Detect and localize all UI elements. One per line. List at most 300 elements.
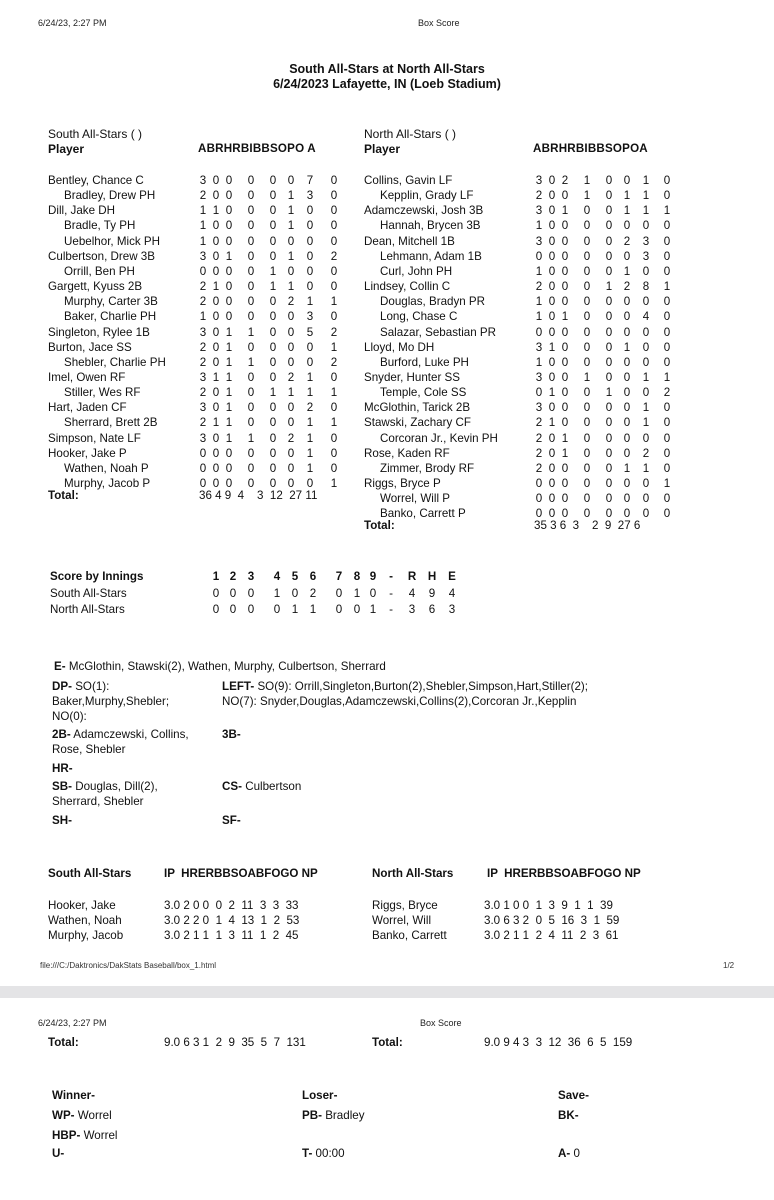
- stat-rbi: 0: [583, 492, 591, 506]
- innings-value: 0: [353, 603, 361, 616]
- stat-bb: 1: [269, 280, 277, 294]
- box-score-page-2: [0, 998, 774, 1200]
- stat-h: 0: [225, 295, 233, 309]
- stat-po: 1: [306, 431, 314, 445]
- stat-bb: 0: [269, 416, 277, 430]
- stat-a: 0: [330, 280, 338, 294]
- stat-po: 1: [642, 461, 650, 475]
- stat-po: 0: [306, 264, 314, 278]
- north-batting-row: [364, 462, 684, 477]
- innings-col-header: 4: [273, 570, 281, 583]
- stat-a: 0: [330, 234, 338, 248]
- north-pitcher-name: Banko, Carrett: [372, 929, 447, 942]
- stat-ab: 0: [199, 477, 207, 490]
- north-batting-row: [364, 386, 684, 401]
- stat-r: 0: [212, 189, 220, 203]
- south-batting-row: [48, 219, 368, 234]
- stat-ab: 2: [535, 416, 543, 430]
- caught-stealing-line: CS- Culbertson: [222, 780, 302, 793]
- stat-po: 0: [642, 477, 650, 490]
- stat-bb: 0: [269, 189, 277, 203]
- stat-a: 0: [330, 219, 338, 233]
- stat-h: 0: [225, 204, 233, 218]
- stat-a: 1: [663, 370, 671, 384]
- hit-by-pitch-line: HBP- Worrel: [52, 1129, 118, 1142]
- north-total-label: Total:: [364, 519, 395, 532]
- stat-r: 0: [212, 340, 220, 354]
- south-batting-row: [48, 235, 368, 250]
- stat-h: 1: [225, 431, 233, 445]
- stat-so: 1: [287, 219, 295, 233]
- stat-rbi: 0: [247, 477, 255, 490]
- stat-ab: 2: [199, 189, 207, 203]
- stat-ab: 0: [535, 325, 543, 339]
- stat-h: 0: [225, 310, 233, 324]
- stat-h: 0: [561, 416, 569, 430]
- player-name: Baker, Charlie PH: [64, 310, 157, 324]
- player-name: Hooker, Jake P: [48, 446, 127, 460]
- stat-ab: 3: [535, 234, 543, 248]
- stat-a: 0: [663, 264, 671, 278]
- innings-value: 0: [247, 587, 255, 600]
- stat-r: 0: [212, 219, 220, 233]
- stat-po: 0: [306, 234, 314, 248]
- stat-h: 0: [561, 507, 569, 521]
- stat-bb: 0: [605, 416, 613, 430]
- stat-r: 0: [212, 446, 220, 460]
- stat-r: 1: [212, 416, 220, 430]
- stat-r: 0: [548, 204, 556, 218]
- player-name: Culbertson, Drew 3B: [48, 249, 155, 263]
- dp-line1: DP- SO(1):: [52, 680, 110, 693]
- stat-ab: 1: [535, 264, 543, 278]
- stat-so: 0: [623, 507, 631, 521]
- stat-so: 0: [287, 446, 295, 460]
- player-name: Douglas, Bradyn PR: [380, 295, 486, 309]
- stat-so: 0: [623, 492, 631, 506]
- south-batting-row: [48, 326, 368, 341]
- player-name: Lindsey, Collin C: [364, 280, 451, 294]
- innings-value: 0: [247, 603, 255, 616]
- stat-h: 1: [561, 204, 569, 218]
- innings-value: 0: [273, 603, 281, 616]
- page-number: 1/2: [723, 961, 735, 970]
- stat-rbi: 0: [247, 249, 255, 263]
- stat-po: 0: [306, 219, 314, 233]
- stat-rbi: 1: [247, 355, 255, 369]
- innings-value: 4: [448, 587, 456, 600]
- stat-so: 0: [287, 174, 295, 187]
- stat-ab: 0: [535, 386, 543, 400]
- player-name: Bentley, Chance C: [48, 174, 144, 187]
- stat-po: 1: [306, 295, 314, 309]
- stat-h: 0: [225, 477, 233, 490]
- north-batting-row: [364, 189, 684, 204]
- player-name: Murphy, Jacob P: [64, 477, 151, 490]
- player-name: Shebler, Charlie PH: [64, 355, 166, 369]
- stat-so: 1: [623, 264, 631, 278]
- stat-a: 1: [330, 295, 338, 309]
- stat-so: 1: [287, 204, 295, 218]
- player-name: Salazar, Sebastian PR: [380, 325, 497, 339]
- north-batting-row: [364, 280, 684, 295]
- stat-r: 0: [212, 431, 220, 445]
- stat-rbi: 0: [247, 174, 255, 187]
- north-team-label: North All-Stars ( ): [364, 127, 457, 141]
- north-pitching-total-label: Total:: [372, 1036, 403, 1049]
- stat-r: 0: [548, 310, 556, 324]
- stat-h: 1: [225, 249, 233, 263]
- stat-h: 0: [225, 446, 233, 460]
- stat-ab: 2: [199, 355, 207, 369]
- south-pitching-team: South All-Stars: [48, 867, 132, 880]
- stat-po: 1: [306, 461, 314, 475]
- stat-ab: 1: [535, 219, 543, 233]
- stat-h: 0: [561, 370, 569, 384]
- stat-bb: 1: [605, 386, 613, 400]
- player-name: Sherrard, Brett 2B: [64, 416, 158, 430]
- player-name: Wathen, Noah P: [64, 461, 149, 475]
- stat-a: 0: [663, 416, 671, 430]
- stat-so: 0: [287, 325, 295, 339]
- stat-so: 0: [623, 295, 631, 309]
- stat-a: 0: [663, 340, 671, 354]
- stat-po: 0: [306, 204, 314, 218]
- stat-po: 0: [642, 340, 650, 354]
- stat-po: 0: [642, 295, 650, 309]
- stat-a: 0: [330, 189, 338, 203]
- stat-po: 0: [306, 477, 314, 490]
- stat-rbi: 0: [583, 355, 591, 369]
- player-name: Bradle, Ty PH: [64, 219, 136, 233]
- stat-rbi: 1: [583, 370, 591, 384]
- stat-rbi: 0: [247, 401, 255, 415]
- south-pitching-totals: 9.0 6 3 1 2 9 35 5 7 131: [164, 1036, 306, 1049]
- stat-ab: 2: [535, 461, 543, 475]
- stat-ab: 3: [199, 431, 207, 445]
- stat-bb: 0: [605, 477, 613, 490]
- stat-a: 0: [663, 234, 671, 248]
- south-batting-totals: 36 4 9 4 3 12 27 11: [199, 489, 318, 502]
- stat-po: 3: [642, 234, 650, 248]
- stat-rbi: 0: [583, 386, 591, 400]
- stat-bb: 0: [269, 174, 277, 187]
- north-pitcher-stats: 3.0 6 3 2 0 5 16 3 1 59: [484, 914, 620, 927]
- stat-ab: 1: [199, 219, 207, 233]
- stat-bb: 0: [269, 477, 277, 490]
- stat-so: 2: [287, 370, 295, 384]
- stat-so: 0: [623, 477, 631, 490]
- stat-h: 0: [561, 295, 569, 309]
- stat-h: 1: [225, 416, 233, 430]
- stat-rbi: 0: [247, 446, 255, 460]
- stat-r: 0: [548, 431, 556, 445]
- north-batting-row: [364, 265, 684, 280]
- stat-rbi: 0: [247, 370, 255, 384]
- player-name: Bradley, Drew PH: [64, 189, 156, 203]
- stat-po: 0: [642, 264, 650, 278]
- north-batting-row: [364, 326, 684, 341]
- stat-ab: 1: [535, 355, 543, 369]
- home-runs-label: HR-: [52, 762, 73, 775]
- stat-rbi: 1: [583, 174, 591, 187]
- stat-bb: 0: [605, 446, 613, 460]
- player-name: Collins, Gavin LF: [364, 174, 453, 187]
- north-pitcher-stats: 3.0 2 1 1 2 4 11 2 3 61: [484, 929, 619, 942]
- stat-bb: 0: [269, 355, 277, 369]
- stat-r: 0: [212, 234, 220, 248]
- stat-ab: 2: [199, 280, 207, 294]
- stat-po: 0: [306, 280, 314, 294]
- stat-h: 0: [561, 477, 569, 490]
- south-batting-row: [48, 401, 368, 416]
- stat-r: 0: [548, 219, 556, 233]
- stat-a: 0: [663, 431, 671, 445]
- stat-ab: 3: [535, 204, 543, 218]
- innings-value: 0: [291, 587, 299, 600]
- stat-ab: 2: [199, 340, 207, 354]
- stat-bb: 0: [605, 310, 613, 324]
- innings-col-header: 3: [247, 570, 255, 583]
- stat-rbi: 0: [583, 461, 591, 475]
- stat-a: 0: [330, 174, 338, 187]
- north-pitching-header: IP HRERBBSOABFOGO NP: [487, 867, 641, 880]
- stat-po: 1: [642, 370, 650, 384]
- innings-team-row: [0, 603, 774, 618]
- left-on-base-line2: NO(7): Snyder,Douglas,Adamczewski,Collins(2),Corcoran Jr.,Kepplin: [222, 695, 577, 708]
- innings-col-header: 8: [353, 570, 361, 583]
- south-team-label: South All-Stars ( ): [48, 127, 143, 141]
- innings-value: 1: [273, 587, 281, 600]
- stat-rbi: 0: [583, 477, 591, 490]
- player-name: Burford, Luke PH: [380, 355, 469, 369]
- stat-so: 0: [623, 431, 631, 445]
- stat-so: 0: [623, 386, 631, 400]
- stolen-bases-line2: Sherrard, Shebler: [52, 795, 144, 808]
- south-batting-row: [48, 295, 368, 310]
- stat-po: 1: [642, 174, 650, 187]
- player-name: Imel, Owen RF: [48, 370, 126, 384]
- stat-so: 2: [287, 295, 295, 309]
- player-name: McGlothin, Tarick 2B: [364, 401, 471, 415]
- south-pitcher-stats: 3.0 2 0 0 0 2 11 3 3 33: [164, 899, 299, 912]
- stat-h: 0: [561, 461, 569, 475]
- innings-team-row: [0, 587, 774, 602]
- player-name: Uebelhor, Mick PH: [64, 234, 161, 248]
- stat-rbi: 0: [583, 446, 591, 460]
- stat-so: 1: [287, 280, 295, 294]
- stat-h: 0: [225, 264, 233, 278]
- stat-po: 3: [306, 310, 314, 324]
- stat-ab: 3: [199, 370, 207, 384]
- south-total-label: Total:: [48, 489, 79, 502]
- player-name: Curl, John PH: [380, 264, 453, 278]
- stat-po: 1: [306, 386, 314, 400]
- innings-value: 0: [335, 603, 343, 616]
- stat-a: 0: [330, 446, 338, 460]
- stat-r: 0: [212, 264, 220, 278]
- stat-bb: 0: [605, 249, 613, 263]
- stat-r: 0: [212, 249, 220, 263]
- stat-rbi: 0: [247, 219, 255, 233]
- stat-rbi: 0: [583, 310, 591, 324]
- south-batting-row: [48, 174, 368, 189]
- stat-h: 1: [225, 340, 233, 354]
- stat-so: 0: [287, 416, 295, 430]
- stat-rbi: 0: [583, 431, 591, 445]
- stat-ab: 0: [535, 507, 543, 521]
- north-batting-row: [364, 371, 684, 386]
- south-batting-row: [48, 310, 368, 325]
- stat-rbi: 0: [583, 401, 591, 415]
- stat-a: 2: [330, 355, 338, 369]
- innings-value: 3: [408, 603, 416, 616]
- stat-r: 0: [548, 249, 556, 263]
- stat-rbi: 0: [247, 340, 255, 354]
- player-name: Kepplin, Grady LF: [380, 189, 474, 203]
- dp-line2: Baker,Murphy,Shebler;: [52, 695, 170, 708]
- stat-h: 0: [225, 461, 233, 475]
- stat-a: 0: [663, 325, 671, 339]
- stat-rbi: 0: [247, 310, 255, 324]
- game-date-location: 6/24/2023 Lafayette, IN (Loeb Stadium): [273, 77, 501, 91]
- stat-bb: 0: [605, 492, 613, 506]
- stat-so: 0: [623, 416, 631, 430]
- innings-col-header: -: [389, 570, 393, 583]
- stat-ab: 3: [199, 325, 207, 339]
- south-batting-row: [48, 386, 368, 401]
- stat-po: 0: [642, 355, 650, 369]
- stat-so: 0: [623, 249, 631, 263]
- stat-ab: 0: [535, 492, 543, 506]
- south-pitcher-stats: 3.0 2 2 0 1 4 13 1 2 53: [164, 914, 300, 927]
- player-name: Hart, Jaden CF: [48, 401, 127, 415]
- stat-bb: 0: [269, 249, 277, 263]
- stat-r: 0: [548, 370, 556, 384]
- stat-r: 0: [548, 461, 556, 475]
- stat-a: 1: [330, 477, 338, 490]
- stat-ab: 2: [535, 189, 543, 203]
- south-player-header: Player: [48, 142, 85, 156]
- stat-bb: 0: [605, 461, 613, 475]
- north-batting-row: [364, 356, 684, 371]
- stat-rbi: 0: [247, 204, 255, 218]
- stat-po: 2: [642, 446, 650, 460]
- stat-ab: 3: [535, 174, 543, 187]
- south-pitcher-name: Wathen, Noah: [48, 914, 122, 927]
- stat-po: 5: [306, 325, 314, 339]
- south-pitcher-stats: 3.0 2 1 1 1 3 11 1 2 45: [164, 929, 299, 942]
- stat-h: 0: [225, 189, 233, 203]
- stat-so: 0: [287, 310, 295, 324]
- stat-r: 0: [548, 264, 556, 278]
- innings-value: 3: [448, 603, 456, 616]
- time-line: T- 00:00: [302, 1147, 345, 1160]
- north-batting-row: [364, 310, 684, 325]
- stat-so: 0: [623, 310, 631, 324]
- stat-h: 0: [561, 264, 569, 278]
- north-batting-row: [364, 401, 684, 416]
- player-name: Lehmann, Adam 1B: [380, 249, 482, 263]
- stat-bb: 0: [605, 189, 613, 203]
- player-name: Stiller, Wes RF: [64, 386, 141, 400]
- innings-col-header: 7: [335, 570, 343, 583]
- stat-r: 0: [548, 280, 556, 294]
- stat-bb: 0: [605, 204, 613, 218]
- stat-r: 1: [212, 204, 220, 218]
- loser-label: Loser-: [302, 1089, 338, 1102]
- stat-rbi: 0: [247, 264, 255, 278]
- stat-so: 1: [623, 189, 631, 203]
- sac-flies-label: SF-: [222, 814, 241, 827]
- innings-header-row: [0, 570, 774, 585]
- stat-po: 0: [306, 355, 314, 369]
- stat-bb: 0: [605, 401, 613, 415]
- stat-h: 1: [561, 310, 569, 324]
- stat-h: 0: [561, 340, 569, 354]
- stat-rbi: 0: [583, 325, 591, 339]
- north-batting-row: [364, 174, 684, 189]
- stat-a: 0: [330, 310, 338, 324]
- umpires-label: U-: [52, 1147, 65, 1160]
- stat-a: 1: [330, 386, 338, 400]
- stat-ab: 2: [199, 386, 207, 400]
- stat-ab: 1: [199, 204, 207, 218]
- innings-value: 9: [428, 587, 436, 600]
- stat-a: 0: [663, 310, 671, 324]
- stat-bb: 0: [269, 431, 277, 445]
- south-pitching-header: IP HRERBBSOABFOGO NP: [164, 867, 318, 880]
- stat-bb: 0: [605, 507, 613, 521]
- stat-so: 1: [623, 461, 631, 475]
- stat-r: 1: [212, 370, 220, 384]
- stat-bb: 0: [269, 234, 277, 248]
- north-batting-row: [364, 219, 684, 234]
- stat-a: 0: [663, 401, 671, 415]
- stat-a: 0: [330, 264, 338, 278]
- stat-ab: 2: [535, 446, 543, 460]
- stat-h: 2: [561, 174, 569, 187]
- north-batting-row: [364, 447, 684, 462]
- innings-col-header: R: [407, 570, 417, 583]
- stat-rbi: 0: [583, 249, 591, 263]
- innings-value: 0: [212, 587, 220, 600]
- stat-a: 0: [330, 401, 338, 415]
- stat-bb: 0: [269, 370, 277, 384]
- stat-bb: 0: [605, 234, 613, 248]
- save-label: Save-: [558, 1089, 589, 1102]
- stat-ab: 0: [199, 461, 207, 475]
- innings-value: 4: [408, 587, 416, 600]
- stat-h: 0: [561, 189, 569, 203]
- stat-ab: 0: [199, 446, 207, 460]
- stat-bb: 0: [605, 340, 613, 354]
- north-batting-row: [364, 477, 684, 492]
- player-name: Banko, Carrett P: [380, 507, 466, 521]
- stat-so: 0: [287, 234, 295, 248]
- stat-ab: 2: [199, 295, 207, 309]
- stat-rbi: 0: [247, 234, 255, 248]
- stat-r: 0: [212, 325, 220, 339]
- stat-r: 0: [548, 477, 556, 490]
- stat-a: 2: [330, 325, 338, 339]
- stat-a: 0: [330, 431, 338, 445]
- stat-bb: 0: [269, 325, 277, 339]
- stat-r: 0: [548, 295, 556, 309]
- player-name: Temple, Cole SS: [380, 386, 467, 400]
- dp-line3: NO(0):: [52, 710, 87, 723]
- stat-rbi: 0: [247, 461, 255, 475]
